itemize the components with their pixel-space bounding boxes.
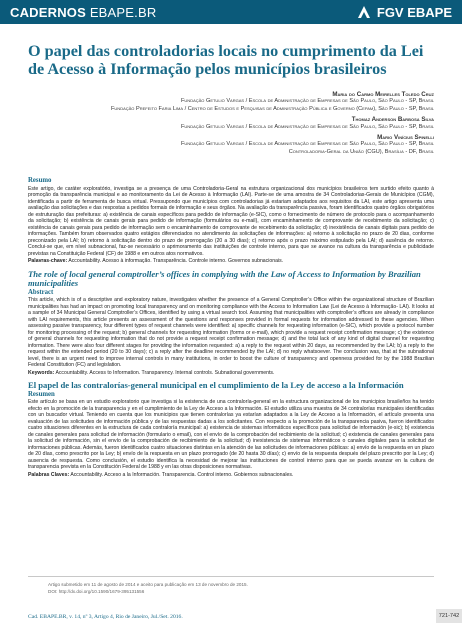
abstract-text: This article, which is of a descriptive and exploratory nature, investigates whether the presence of a General Comptroller’s Office within the organizational structure of Brazilian municipalities has had an impact on promoting local transparency and on monitoring compliance with the Access to Information Law (Lei de Acesso à Informação- LAI). It looks at a sample of 34 Municipal General Comptroller’s Offices, identified by using a virtual search tool. Assuming that municipalities with comptroller’s offices are already in compliance with LAI requirements, this article presents an assessment of the questions and responses provided in formal requests for information addressed to these agencies. When assessing passive transparency, four different types of request channels were identified: a) specific channels for requesting information (e-SIC), which provide a protocol number for monitoring processing of the request; b) general channels for requesting information (forms or e-mail), which provide a request receipt confirmation message; c) the existence of general channels for requesting information that do not provide a request receipt confirmation message; d) and the total lack of any kind of digital channel for requesting information. There were also four different stages for providing the information requested: a) a reply to the request within 20 days, as recommended by the LAI; b) a reply to the request within the extended period (20 to 30 days); c) a reply after the deadline recommended by the LAI; d) no reply whatsoever. The conclusion was, that at the subnational level, there is an urgent need to improve internal controls in many institutions, in order to boost the culture of transparency and openness provided for by the 1988 Brazilian Federal Constitution (FC) and legislation.	[28, 297, 434, 369]
fgv-logo-icon	[356, 5, 372, 19]
author-affiliation: Fundação Getulio Vargas / Escola de Administração de Empresas de São Paulo, São Paulo - SP, Brasil	[181, 141, 434, 148]
spanish-title: El papel de las contralorías-general municipal en el cumplimiento de la Ley de acceso a la Información	[28, 380, 404, 391]
author-name: Thomaz Anderson Barbosa Silva	[351, 116, 434, 124]
author-affiliation: Fundação Getulio Vargas / Escola de Administração de Empresas de São Paulo, São Paulo - SP, Brasil	[181, 98, 434, 105]
resumo-heading: Resumo	[28, 177, 52, 184]
journal-name-bold: CADERNOS	[10, 4, 86, 20]
footnote	[48, 582, 248, 595]
submission-note: Artigo submetido em 11 de agosto de 2014 e aceito para publicação em 13 de novembro de 2015.	[48, 582, 248, 587]
author-affiliation: Controladoria-Geral da União (CGU), Brasília - DF, Brasil	[288, 148, 434, 155]
resumen-keywords-label: Palabras Claves:	[28, 471, 70, 478]
author-affiliation: Fundação Prefeito Faria Lima / Centro de Estudos e Pesquisas de Administração Pública e Governo (Cepam), São Paulo - SP, Brasil	[111, 105, 434, 112]
footnote-divider	[28, 576, 434, 577]
resumo-keywords-text: Accountability. Acesso à informação. Transparência. Controle interno. Governos subnacionais.	[68, 258, 284, 264]
journal-brand	[10, 5, 156, 20]
article-title: O papel das controladorias locais no cumprimento da Lei de Acesso à Informação pelos municípios brasileiros	[28, 42, 424, 78]
english-title: The role of local general comptroller’s offices in complying with the Law of Access to Information by Brazilian municipalities	[28, 268, 421, 289]
abstract-heading: Abstract	[28, 288, 54, 296]
journal-header-bar	[0, 0, 462, 24]
resumen-keywords-text: Accountability. Acceso a la Información. Transparencia. Control interno. Gobiernos subnacionales.	[70, 471, 294, 478]
resumen-heading: Resumen	[28, 390, 55, 398]
abstract-keywords-label: Keywords:	[28, 369, 55, 376]
author-block	[14, 88, 434, 156]
abstract-keywords	[28, 370, 434, 377]
abstracts-section	[28, 178, 434, 478]
author-name: Mario Vinícius Spinelli	[377, 134, 434, 142]
author-name: Maria do Carmo Meirelles Toledo Cruz	[332, 91, 434, 98]
resumo-text: Este artigo, de caráter exploratório, investiga se a presença de uma Controladoria-Geral na estrutura organizacional dos municípios brasileiros tem surtido efeito quanto à promoção da transparência municipal e ao monitoramento da Lei de Acesso à Informação (LAI). Parte-se de uma amostra de 34 Controladorias-Gerais de Municípios (CGM), identificada a partir de ferramenta de busca virtual. Pressupondo que municípios com controladorias já estariam adaptados aos requisitos da LAI, este artigo apresenta uma avaliação das solicitações e das respostas a pedidos formais de informação e seus órgãos. Na avaliação da transparência passiva, foram identificados quatro órgãos obrigatórios de estruturação das prefeituras: a) existência de canais específicos para pedido de informação (e-SIC), como o fornecimento de número de protocolo para o acompanhamento da solicitação; b) existência de canais gerais para pedido de informação (formulários ou e-mail), com encaminhamento de comprovante de recebimento da solicitação; c) existência de canais gerais para pedido de informação sem o encaminhamento de comprovante de recebimento da solicitação; d) inexistência de canais digitais para pedido de informações. Também foram observados quatro estágios diferenciados no atendimento às solicitações de informações: a) retorno à solicitação no prazo de 20 dias, conforme preconizado pela LAI; b) retorno à solicitação dentro do prazo de prorrogação (20 a 30 dias); c) retorno após o prazo máximo estipulado pela LAI; d) ausência de retorno. Conclui-se que, em nível subnacional, faz-se necessário o aprimoramento das instituições de controle interno, para que se avance na cultura da transparência e publicidade previstas na Constituição Federal (CF) de 1988 e em outros atos normativos.	[28, 185, 434, 257]
page-footer-citation: Cad. EBAPE.BR, v. 14, nº 3, Artigo 4, Rio de Janeiro, Jul./Set. 2016.	[28, 614, 183, 620]
doi-link[interactable]: DOI: http://dx.doi.org/10.1590/1679-395131556	[48, 588, 145, 594]
fgv-brand-label: FGV EBAPE	[376, 4, 452, 20]
page-range: 721-742	[436, 609, 462, 623]
resumo-keywords	[28, 258, 434, 265]
resumen-keywords	[28, 472, 434, 479]
abstract-keywords-text: Accountability. Access to Information. Transparency. Internal controls. Subnational governments.	[55, 369, 275, 376]
resumo-keywords-label: Palavras-chave:	[28, 258, 68, 264]
resumen-text: Este artículo se basa en un estudio exploratorio que investiga si la existencia de una contraloría-general en la estructura organizacional de los municipios brasileños ha tenido efecto en la promoción de la transparencia y en el cumplimiento de la Ley de Acceso a la Información. El estudio utiliza una muestra de 34 contralorías municipales identificadas con un buscador virtual. Teniendo en cuenta que los municipios que tienen contralorías ya estarían adaptados a la Ley de Acceso a la Información, el artículo presenta una evaluación de las solicitudes de información pública y de las respuestas dadas a los solicitantes. Con respecto a la promoción de la transparencia pasiva, fueron identificados cuatro situaciones diferentes en la estructura de cada contraloría municipal: a) existencia de sistemas informáticos específicos para solicitud de información (e-sic); b) existencia de canales generales para solicitud de información (formulario o email), con el envío de la comprobación del recibimiento de la solicitud; c) existencia de canales generales para la solicitud de información, sin el envío de la comprobación de recibimiento de la solicitud; d) inexistencia de sistemas informáticos o canales digitales para la solicitud de informaciones públicas. Además, fueron identificados cuatro situaciones distintas en la atención de las solicitudes de informaciones públicas: a) envío de la respuesta en un plazo de 20 días, como prescrito por la Ley; b) envío de la respuesta en un plazo prorrogado (de 20 hasta 30 días); c) envío de la respuesta después del plazo prescrito por la Ley; d) ausencia de respuesta. Como conclusión, el estudio identifica la necesidad de mejorar las instituciones de control interno para que se pueda avanzar en la cultura de transparencia prevista en la Constitución Federal de 1988 y en las otras disposiciones normativas.	[28, 399, 434, 471]
journal-name-thin: EBAPE.BR	[89, 4, 157, 20]
fgv-brand	[356, 5, 452, 20]
author-affiliation: Fundação Getulio Vargas / Escola de Administração de Empresas de São Paulo, São Paulo - SP, Brasil	[181, 123, 434, 130]
